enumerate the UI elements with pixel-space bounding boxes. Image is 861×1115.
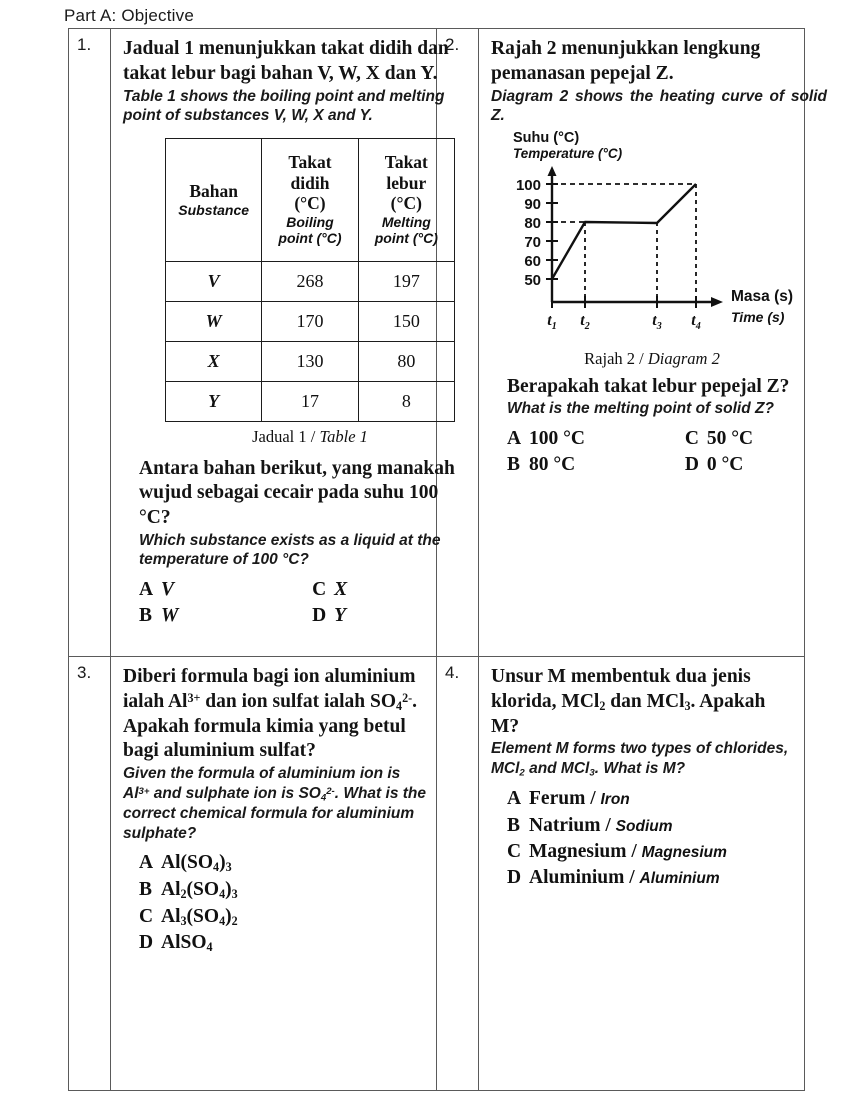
option-text: V <box>161 578 175 600</box>
question-grid <box>68 28 827 1091</box>
question-body-1 <box>111 29 465 656</box>
option-letter: C <box>312 578 327 600</box>
table-1-caption <box>165 427 455 447</box>
option-letter: B <box>139 878 153 900</box>
header-boiling-my-3: (°C) <box>294 193 326 214</box>
question-cell-4 <box>437 657 805 1091</box>
question-stem-en-2: Diagram 2 shows the heating curve of solid Z. <box>491 87 827 125</box>
option-letter: D <box>139 932 154 954</box>
option-b[interactable] <box>507 813 794 838</box>
caption-my: Jadual 1 <box>252 426 307 446</box>
options-list-1 <box>139 577 455 629</box>
option-letter: A <box>507 788 522 810</box>
svg-text:t3: $t_3$ <box>652 311 662 332</box>
option-en: Magnesium <box>641 843 727 861</box>
question-text-en-1: Which substance exists as a liquid at the temperature of 100 °C? <box>139 531 441 569</box>
option-a[interactable] <box>139 577 286 602</box>
option-a[interactable] <box>507 426 659 451</box>
option-letter: B <box>507 454 521 476</box>
header-boiling-my-2: didih <box>290 172 330 193</box>
q3-en-seg3: . What is the correct chemical formula for aluminium sulphate? <box>123 784 427 842</box>
option-text: 80 °C <box>529 454 576 476</box>
question-stem-my-2: Rajah 2 menunjukkan lengkung pemanasan pepejal Z. <box>491 38 761 84</box>
q3-en-seg1: Given the formula of aluminium ion is Al <box>123 765 401 802</box>
y-axis-arrowhead <box>548 166 557 176</box>
table-row <box>166 341 455 381</box>
q3-en-sup1: 3+ <box>138 785 150 797</box>
option-c[interactable] <box>507 839 794 864</box>
header-melting-en-1: Melting <box>381 213 431 230</box>
option-d[interactable] <box>139 930 426 956</box>
question-number-3: 3. <box>69 657 111 1090</box>
question-row-1 <box>69 29 827 657</box>
q3-my-seg3: . Apakah formula kimia yang betul bagi aluminium sulfat? <box>123 690 417 762</box>
option-sep: / <box>626 840 642 862</box>
q4-en-sub1: 2 <box>519 767 525 779</box>
question-text-en-4 <box>491 739 794 779</box>
option-c[interactable] <box>139 904 426 930</box>
option-text: 50 °C <box>706 427 754 449</box>
svg-text:60: 60 <box>524 252 541 270</box>
option-sep: / <box>600 814 616 836</box>
table-row <box>166 301 455 341</box>
header-substance-en: Substance <box>178 201 250 218</box>
svg-text:80: 80 <box>524 214 541 232</box>
option-letter: A <box>139 852 154 874</box>
cell-boiling: 17 <box>262 381 358 421</box>
table-header-boiling <box>262 138 358 261</box>
cell-boiling: 130 <box>262 341 358 381</box>
header-substance-my: Bahan <box>189 180 238 201</box>
option-text: W <box>161 605 179 627</box>
x-axis-caption-en: Time (s) <box>731 308 785 325</box>
table-1 <box>165 138 455 422</box>
y-axis-caption <box>513 130 827 162</box>
option-en: Sodium <box>615 817 673 835</box>
options-list-2 <box>507 426 827 478</box>
header-boiling-en-1: Boiling <box>286 213 334 230</box>
table-header-melting <box>358 138 454 261</box>
option-sep: / <box>624 867 640 889</box>
q3-en-sub1: 4 <box>320 791 327 803</box>
option-en: Iron <box>600 791 630 809</box>
option-letter: C <box>139 905 154 927</box>
question-text-en-3 <box>123 764 426 843</box>
option-letter: B <box>507 814 521 836</box>
option-letter: C <box>507 840 522 862</box>
option-text <box>529 813 673 838</box>
q3-my-seg1: Diberi formula bagi ion aluminium ialah Al <box>123 666 416 712</box>
option-a[interactable] <box>507 786 794 811</box>
option-text <box>529 865 720 890</box>
q3-my-sup1: 3+ <box>187 690 201 705</box>
question-text-my-3 <box>123 665 426 764</box>
q3-en-sup2: 2- <box>326 785 335 797</box>
question-number-1: 1. <box>69 29 111 656</box>
question-body-4 <box>479 657 804 1090</box>
option-d[interactable] <box>312 603 455 628</box>
q3-en-seg2: and sulphate ion is SO <box>149 784 321 802</box>
option-letter: C <box>684 427 699 449</box>
question-cell-3 <box>69 657 437 1091</box>
option-c[interactable] <box>312 577 455 602</box>
figure-2-caption <box>477 349 827 369</box>
q4-my-seg2: dan MCl <box>605 690 685 712</box>
heating-curve-graph <box>497 162 827 347</box>
option-my: Natrium <box>529 814 601 836</box>
option-letter: B <box>139 605 153 627</box>
question-stem-en-1: Table 1 shows the boiling point and melting point of substances V, W, X and Y. <box>123 87 445 125</box>
option-my: Magnesium <box>529 840 627 862</box>
question-number-2: 2. <box>437 29 479 656</box>
svg-text:t2: $t_2$ <box>580 311 590 332</box>
table-row <box>166 381 455 421</box>
y-axis-caption-my: Suhu (°C) <box>513 129 580 146</box>
header-melting-en-2: point (°C) <box>374 230 438 247</box>
q4-en-seg1: Element M forms two types of chlorides, MCl <box>491 740 789 777</box>
header-melting-my-1: Takat <box>384 152 428 173</box>
q3-my-seg2: dan ion sulfat ialah SO <box>200 690 397 712</box>
q4-en-seg2: and MCl <box>524 759 590 777</box>
option-a[interactable] <box>139 850 426 876</box>
q4-my-seg3: . Apakah M? <box>491 690 766 737</box>
svg-text:50: 50 <box>524 271 541 289</box>
caption-en: Diagram 2 <box>647 348 720 368</box>
cell-substance: Y <box>166 381 262 421</box>
option-letter: A <box>139 578 154 600</box>
option-d[interactable] <box>685 452 827 477</box>
cell-melting: 8 <box>358 381 454 421</box>
options-list-3 <box>139 850 426 956</box>
svg-text:100: 100 <box>515 176 541 194</box>
option-c[interactable] <box>685 426 827 451</box>
caption-sep: / <box>306 426 320 446</box>
option-b[interactable] <box>139 877 426 903</box>
cell-melting: 197 <box>358 261 454 301</box>
cell-melting: 150 <box>358 301 454 341</box>
cell-substance: W <box>166 301 262 341</box>
x-axis-caption-my: Masa (s) <box>731 287 794 305</box>
header-boiling-my-1: Takat <box>288 152 332 173</box>
option-text <box>529 786 630 811</box>
option-formula: $Al_2(SO_4)_3$ <box>161 878 238 901</box>
option-letter: D <box>507 867 522 889</box>
option-letter: A <box>507 427 522 449</box>
cell-boiling: 170 <box>262 301 358 341</box>
cell-boiling: 268 <box>262 261 358 301</box>
svg-text:t1: $t_1$ <box>547 311 557 332</box>
question-stem-my-1: Jadual 1 menunjukkan takat didih dan takat lebur bagi bahan V, W, X dan Y. <box>123 38 449 84</box>
svg-text:90: 90 <box>524 195 541 213</box>
question-body-3 <box>111 657 436 1090</box>
option-letter: D <box>312 605 327 627</box>
cell-substance: V <box>166 261 262 301</box>
q4-my-seg1: Unsur M membentuk dua jenis klorida, MCl <box>491 666 751 712</box>
question-text-my-1: Antara bahan berikut, yang manakah wujud sebagai cecair pada suhu 100 °C? <box>139 457 455 529</box>
header-boiling-en-2: point (°C) <box>278 230 342 247</box>
caption-en: Table 1 <box>319 426 368 446</box>
q3-my-sub1: 4 <box>396 698 403 713</box>
table-header-row <box>166 138 455 261</box>
option-d[interactable] <box>507 865 794 890</box>
heating-curve-svg <box>497 162 827 342</box>
question-cell-1 <box>69 29 455 657</box>
option-formula: $Al(SO_4)_3$ <box>161 852 232 875</box>
option-formula: $Al_3(SO_4)_2$ <box>161 905 238 928</box>
q4-en-sub2: 3 <box>589 767 595 779</box>
options-list-4 <box>507 786 794 890</box>
option-text <box>529 839 727 864</box>
option-sep: / <box>585 788 601 810</box>
y-axis-caption-en: Temperature (°C) <box>513 146 623 162</box>
caption-my: Rajah 2 <box>584 348 636 368</box>
option-b[interactable] <box>139 603 286 628</box>
header-melting-my-2: lebur <box>386 172 427 193</box>
option-en: Aluminium <box>639 870 720 888</box>
option-text: 0 °C <box>706 454 744 476</box>
question-cell-2 <box>437 29 827 657</box>
table-1-wrapper <box>165 138 455 447</box>
question-text-en-2: What is the melting point of solid Z? <box>507 400 774 418</box>
option-letter: D <box>684 454 699 476</box>
cell-substance: X <box>166 341 262 381</box>
header-melting-my-3: (°C) <box>390 193 422 214</box>
question-text-my-2: Berapakah takat lebur pepejal Z? <box>507 375 790 397</box>
caption-sep: / <box>635 348 648 368</box>
page-title: Part A: Objective <box>64 6 195 25</box>
svg-text:70: 70 <box>524 233 541 251</box>
option-text: 100 °C <box>529 427 586 449</box>
question-text-my-4 <box>491 665 794 739</box>
option-formula: AlSO$_4$ <box>161 932 213 955</box>
cell-melting: 80 <box>358 341 454 381</box>
option-text: X <box>334 578 348 600</box>
q3-my-sup2: 2- <box>402 690 413 705</box>
table-row <box>166 261 455 301</box>
q4-en-seg3: . What is M? <box>594 759 686 777</box>
question-body-2 <box>479 29 837 656</box>
svg-text:t4: $t_4$ <box>691 311 701 332</box>
option-text: Y <box>334 605 347 627</box>
x-axis-arrowhead <box>711 297 723 307</box>
option-my: Aluminium <box>529 867 625 889</box>
q4-my-sub1: 2 <box>599 698 606 713</box>
q4-my-sub2: 3 <box>684 698 691 713</box>
option-my: Ferum <box>529 788 586 810</box>
table-header-substance <box>166 138 262 261</box>
heating-curve-path <box>552 184 696 279</box>
question-row-2 <box>69 657 805 1091</box>
question-number-4: 4. <box>437 657 479 1090</box>
option-b[interactable] <box>507 452 659 477</box>
